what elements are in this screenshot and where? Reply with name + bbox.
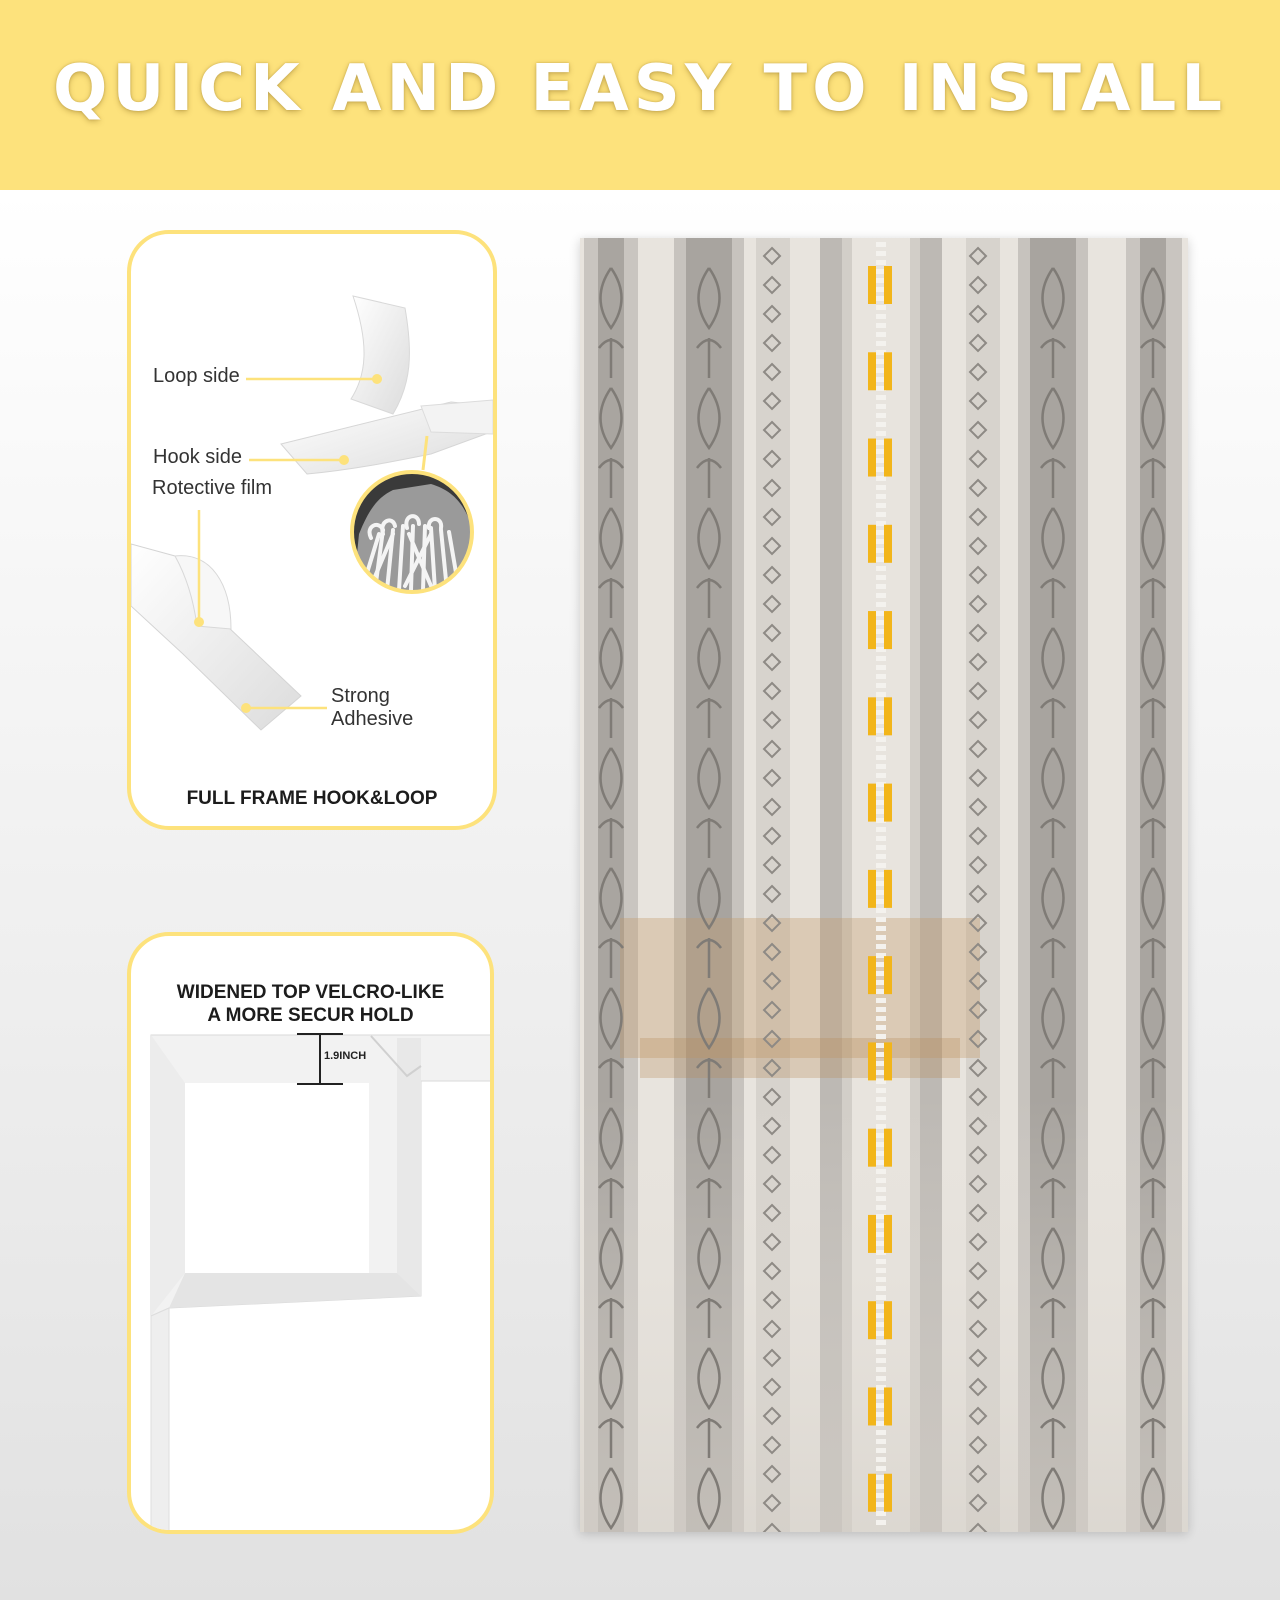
- magnet-strip: [868, 525, 876, 563]
- seam-dot: [876, 1007, 886, 1012]
- seam-dot: [876, 1205, 886, 1210]
- seam-dot: [876, 413, 886, 418]
- seam-dot: [876, 575, 886, 580]
- seam-dot: [876, 1466, 886, 1471]
- velcro-frame-illustration: [131, 936, 494, 1534]
- seam-dot: [876, 764, 886, 769]
- seam-dot: [876, 260, 886, 265]
- seam-dot: [876, 1187, 886, 1192]
- curtain-pattern: [580, 238, 1188, 1532]
- seam-dot: [876, 1034, 886, 1039]
- seam-dot: [876, 422, 886, 427]
- seam-dot: [876, 683, 886, 688]
- seam-dot: [876, 1430, 886, 1435]
- velcro-caption-line2: A MORE SECUR HOLD: [207, 1005, 414, 1026]
- magnet-strip: [868, 266, 876, 304]
- magnet-strip: [884, 784, 892, 822]
- seam-dot: [876, 602, 886, 607]
- magnet-strip: [868, 1215, 876, 1253]
- adhesive-label: Adhesive: [331, 708, 414, 730]
- seam-dot: [876, 485, 886, 490]
- seam-dot: [876, 935, 886, 940]
- seam-dot: [876, 1286, 886, 1291]
- seam-dot: [876, 1349, 886, 1354]
- hook-side-label: Hook side: [153, 446, 242, 468]
- seam-dot: [876, 944, 886, 949]
- magnet-strip: [868, 1042, 876, 1080]
- seam-dot: [876, 566, 886, 571]
- seam-dot: [876, 494, 886, 499]
- seam-dot: [876, 863, 886, 868]
- magnet-strip: [884, 266, 892, 304]
- seam-dot: [876, 1016, 886, 1021]
- seam-dot: [876, 1277, 886, 1282]
- seam-dot: [876, 755, 886, 760]
- seam-dot: [876, 692, 886, 697]
- seam-dot: [876, 1106, 886, 1111]
- magnet-strip: [868, 784, 876, 822]
- seam-dot: [876, 404, 886, 409]
- seam-dot: [876, 1520, 886, 1525]
- seam-dot: [876, 674, 886, 679]
- magnet-strip: [884, 1387, 892, 1425]
- seam-dot: [876, 314, 886, 319]
- magnet-strip: [884, 870, 892, 908]
- seam-dot: [876, 1457, 886, 1462]
- seam-dot: [876, 332, 886, 337]
- loop-side-label: Loop side: [153, 365, 240, 387]
- protective-film-label: Rotective film: [152, 477, 273, 499]
- seam-dot: [876, 1259, 886, 1264]
- seam-dot: [876, 476, 886, 481]
- hook-loop-caption: FULL FRAME HOOK&LOOP: [186, 788, 438, 809]
- magnet-strip: [868, 439, 876, 477]
- magnet-strip: [868, 697, 876, 735]
- seam-dot: [876, 503, 886, 508]
- header-banner: [0, 0, 1280, 190]
- strong-label: Strong: [331, 685, 390, 707]
- seam-dot: [876, 1025, 886, 1030]
- magnet-strip: [884, 1215, 892, 1253]
- seam-dot: [876, 1196, 886, 1201]
- seam-dot: [876, 665, 886, 670]
- seam-dot: [876, 1439, 886, 1444]
- seam-dot: [876, 998, 886, 1003]
- measurement-label: 1.9INCH: [324, 1050, 367, 1062]
- seam-dot: [876, 926, 886, 931]
- seam-dot: [876, 584, 886, 589]
- seam-dot: [876, 773, 886, 778]
- seam-dot: [876, 1511, 886, 1516]
- seam-dot: [876, 251, 886, 256]
- seam-dot: [876, 917, 886, 922]
- seam-dot: [876, 593, 886, 598]
- velcro-card: [127, 932, 494, 1534]
- seam-dot: [876, 1448, 886, 1453]
- magnet-strip: [868, 1301, 876, 1339]
- seam-dot: [876, 431, 886, 436]
- seam-dot: [876, 1088, 886, 1093]
- seam-dot: [876, 1124, 886, 1129]
- magnet-strip: [884, 525, 892, 563]
- seam-dot: [876, 1358, 886, 1363]
- seam-dot: [876, 836, 886, 841]
- magnetic-screen-door-curtain: [580, 238, 1188, 1532]
- magnet-strip: [868, 1129, 876, 1167]
- seam-dot: [876, 242, 886, 247]
- seam-dot: [876, 1340, 886, 1345]
- magnet-strip: [868, 956, 876, 994]
- seam-dot: [876, 1115, 886, 1120]
- magnet-strip: [884, 1042, 892, 1080]
- magnet-strip: [868, 1387, 876, 1425]
- magnet-strip: [884, 1129, 892, 1167]
- hook-loop-card: [127, 230, 497, 830]
- seam-dot: [876, 1295, 886, 1300]
- hook-loop-strip-illustration: [131, 234, 497, 830]
- magnet-strip: [868, 611, 876, 649]
- seam-dot: [876, 746, 886, 751]
- seam-dot: [876, 1097, 886, 1102]
- velcro-caption-line1: WIDENED TOP VELCRO-LIKE: [176, 982, 445, 1003]
- magnet-strip: [884, 697, 892, 735]
- seam-dot: [876, 1268, 886, 1273]
- seam-dot: [876, 827, 886, 832]
- magnet-strip: [868, 1474, 876, 1512]
- seam-dot: [876, 845, 886, 850]
- seam-dot: [876, 737, 886, 742]
- magnet-strip: [868, 870, 876, 908]
- magnet-strip: [884, 1474, 892, 1512]
- page-title: QUICK AND EASY TO INSTALL: [52, 52, 1228, 126]
- seam-dot: [876, 1178, 886, 1183]
- seam-dot: [876, 1376, 886, 1381]
- seam-dot: [876, 1367, 886, 1372]
- magnet-strip: [884, 1301, 892, 1339]
- seam-dot: [876, 908, 886, 913]
- magnet-strip: [884, 611, 892, 649]
- magnet-strip: [884, 439, 892, 477]
- seam-dot: [876, 854, 886, 859]
- seam-dot: [876, 395, 886, 400]
- magnet-strip: [868, 352, 876, 390]
- seam-dot: [876, 512, 886, 517]
- seam-dot: [876, 341, 886, 346]
- seam-dot: [876, 1169, 886, 1174]
- seam-dot: [876, 305, 886, 310]
- magnet-strip: [884, 352, 892, 390]
- seam-dot: [876, 323, 886, 328]
- magnet-strip: [884, 956, 892, 994]
- seam-dot: [876, 656, 886, 661]
